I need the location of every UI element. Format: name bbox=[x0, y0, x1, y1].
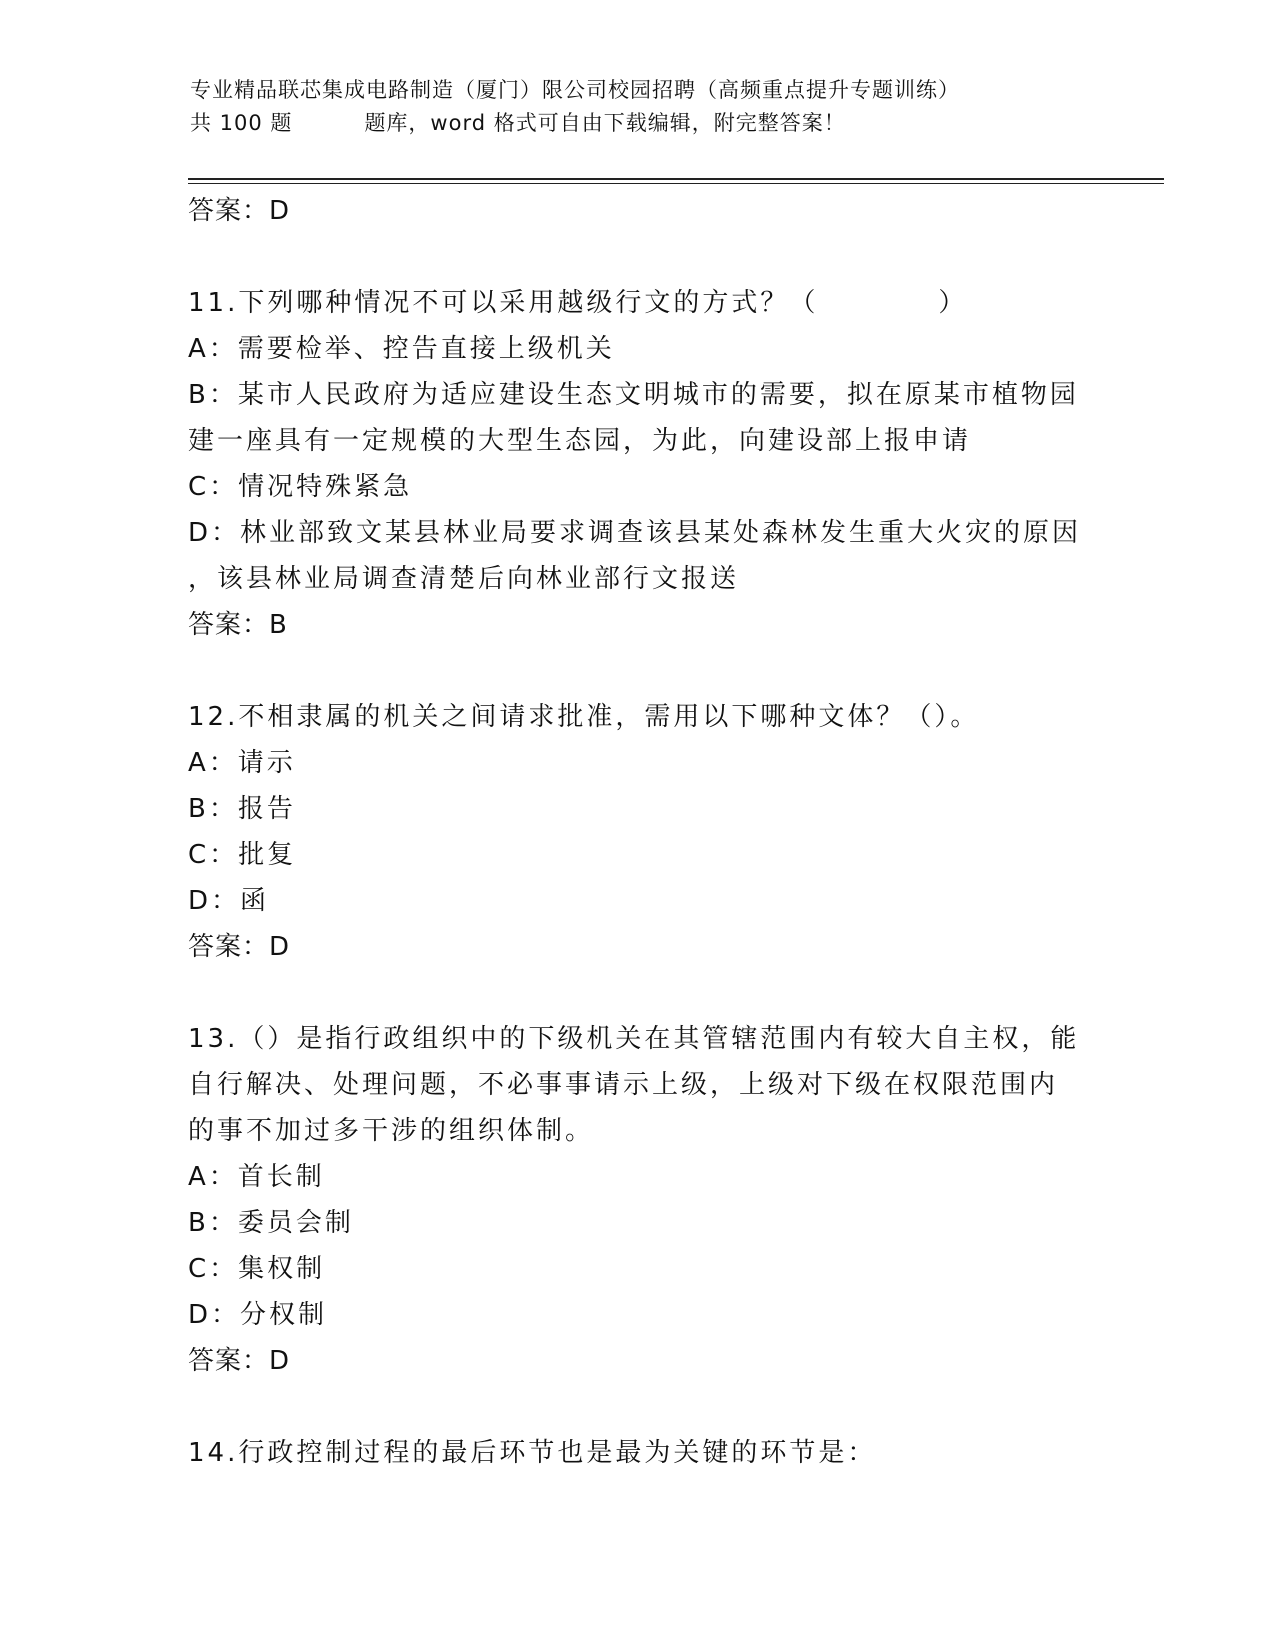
option-c: C：批复 bbox=[188, 840, 297, 870]
header-title-line: 专业精品联芯集成电路制造（厦门）限公司校园招聘（高频重点提升专题训练） bbox=[190, 78, 960, 102]
question-stem-continued: 的事不加过多干涉的组织体制。 bbox=[188, 1116, 595, 1146]
answer-line: 答案：D bbox=[188, 932, 291, 962]
answer-line: 答案：D bbox=[188, 196, 291, 226]
option-c: C：集权制 bbox=[188, 1254, 326, 1284]
option-d-continued: ，该县林业局调查清楚后向林业部行文报送 bbox=[188, 564, 740, 594]
header-rule-thick bbox=[188, 178, 1164, 180]
question-14 bbox=[188, 1430, 1088, 1476]
option-a: A：首长制 bbox=[188, 1162, 325, 1192]
question-stem: 14.行政控制过程的最后环节也是最为关键的环节是： bbox=[188, 1438, 877, 1468]
document-body bbox=[188, 188, 1088, 1476]
header-description: 题库，word 格式可自由下载编辑，附完整答案！ bbox=[364, 111, 846, 135]
option-a: A：需要检举、控告直接上级机关 bbox=[188, 334, 615, 364]
option-b: B：委员会制 bbox=[188, 1208, 354, 1238]
question-stem-continued: 自行解决、处理问题，不必事事请示上级，上级对下级在权限范围内 bbox=[188, 1070, 1059, 1100]
question-12 bbox=[188, 694, 1088, 970]
option-a: A：请示 bbox=[188, 748, 296, 778]
document-header bbox=[190, 74, 1170, 140]
header-question-count: 共 100 题 bbox=[190, 111, 293, 135]
question-13 bbox=[188, 1016, 1088, 1384]
option-d: D：分权制 bbox=[188, 1300, 328, 1330]
option-b-continued: 建一座具有一定规模的大型生态园，为此，向建设部上报申请 bbox=[188, 426, 972, 456]
header-subtitle-line bbox=[190, 107, 1170, 140]
header-rule-thin bbox=[188, 183, 1164, 184]
answer-line: 答案：B bbox=[188, 610, 288, 640]
option-b: B：报告 bbox=[188, 794, 296, 824]
option-d: D：函 bbox=[188, 886, 270, 916]
option-b: B：某市人民政府为适应建设生态文明城市的需要，拟在原某市植物园 bbox=[188, 380, 1079, 410]
question-stem: 11.下列哪种情况不可以采用越级行文的方式？（ ） bbox=[188, 288, 968, 318]
question-stem: 13.（）是指行政组织中的下级机关在其管辖范围内有较大自主权，能 bbox=[188, 1024, 1080, 1054]
question-stem: 12.不相隶属的机关之间请求批准，需用以下哪种文体？（）。 bbox=[188, 702, 980, 732]
answer-line: 答案：D bbox=[188, 1346, 291, 1376]
option-d: D：林业部致文某县林业局要求调查该县某处森林发生重大火灾的原因 bbox=[188, 518, 1082, 548]
question-11 bbox=[188, 280, 1088, 648]
option-c: C：情况特殊紧急 bbox=[188, 472, 413, 502]
